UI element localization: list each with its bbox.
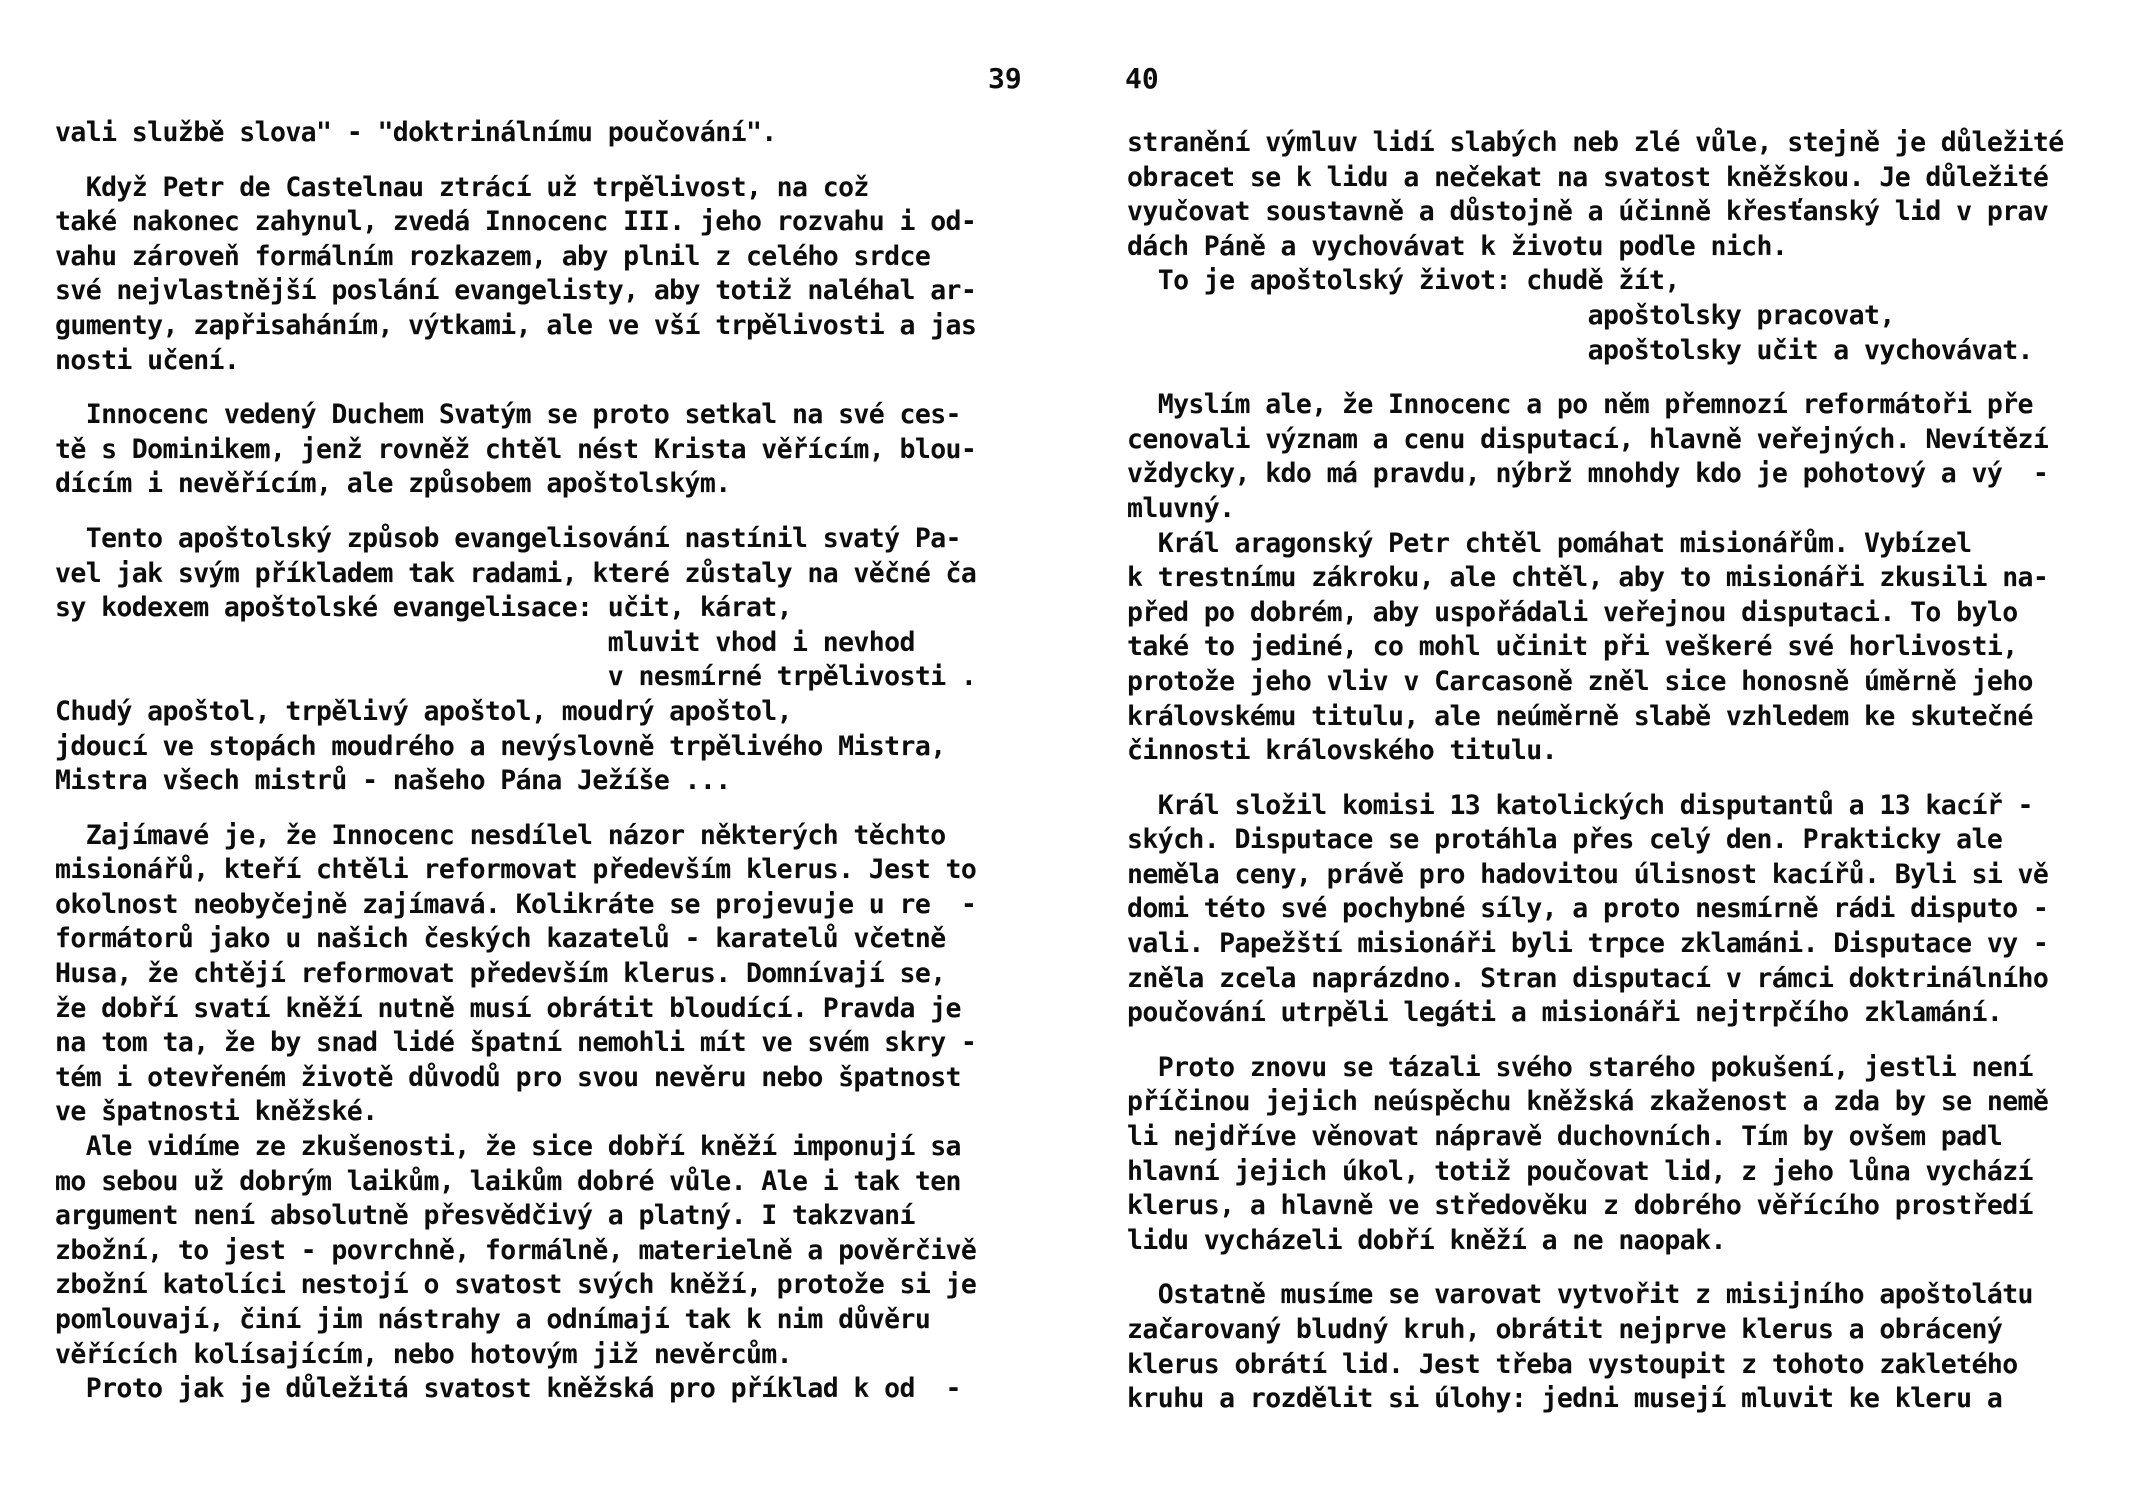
text-line: stranění výmluv lidí slabých neb zlé vůle, stejně je důležité	[1127, 127, 2064, 158]
text-column	[55, 116, 1025, 1407]
paragraph-gap	[1127, 1258, 2107, 1278]
text-line: hlavní jejich úkol, totiž poučovat lid, z jeho lůna vychází	[1127, 1155, 2033, 1187]
text-line: klerus obrátí lid. Jest třeba vystoupit z tohoto zakletého	[1127, 1348, 2018, 1380]
text-line: Zajímavé je, že Innocenc nesdílel názor některých těchto	[55, 819, 946, 851]
text-line: ských. Disputace se protáhla přes celý den. Prakticky ale	[1127, 824, 2003, 856]
text-line: k trestnímu zákroku, ale chtěl, aby to misionáři zkusili na-	[1127, 562, 2049, 594]
text-line: královskému titulu, ale neúměrně slabě vzhledem ke skutečné	[1127, 700, 2033, 732]
paragraph-gap	[55, 799, 1025, 819]
text-line: okolnost neobyčejně zajímavá. Kolikráte se projevuje u re -	[55, 888, 977, 920]
text-line: Myslím ale, že Innocenc a po něm přemnozí reformátoři pře	[1127, 389, 2033, 421]
text-line: příčinou jejich neúspěchu kněžská zkaženost a zda by se nemě	[1127, 1086, 2049, 1118]
text-line: klerus, a hlavně ve středověku z dobrého věřícího prostředí	[1127, 1190, 2033, 1222]
text-line: Když Petr de Castelnau ztrácí už trpělivost, na což	[55, 171, 869, 203]
text-line: li nejdříve věnovat nápravě duchovních. Tím by ovšem padl	[1127, 1121, 2003, 1153]
text-line: v nesmírné trpělivosti .	[55, 661, 977, 693]
text-line: dách Páně a vychovávat k životu podle nich.	[1127, 230, 1788, 262]
text-line: vždycky, kdo má pravdu, nýbrž mnohdy kdo je pohotový a vý -	[1127, 458, 2049, 490]
text-line: tém i otevřeném životě důvodů pro svou nevěru nebo špatnost	[55, 1061, 961, 1093]
text-line: pomlouvají, činí jim nástrahy a odnímají tak k nim důvěru	[55, 1304, 931, 1335]
text-line: Husa, že chtějí reformovat především klerus. Domnívají se,	[55, 958, 946, 990]
text-line: tě s Dominikem, jenž rovněž chtěl nést Krista věřícím, blou-	[55, 433, 977, 465]
text-line: vyučovat soustavně a důstojně a účinně křesťanský lid v prav	[1127, 196, 2049, 228]
text-line: vali. Papežští misionáři byli trpce zklamáni. Disputace vy -	[1127, 928, 2049, 960]
text-line: sy kodexem apoštolské evangelisace: učit, kárat,	[55, 592, 793, 624]
text-column	[1127, 126, 2107, 1417]
text-line: Král aragonský Petr chtěl pomáhat misionářům. Vybízel	[1127, 527, 1972, 559]
text-line: vahu zároveň formálním rozkazem, aby plnil z celého srdce	[55, 240, 931, 272]
paragraph	[55, 819, 1025, 1407]
text-line: jdoucí ve stopách moudrého a nevýslovně trpělivého Mistra,	[55, 730, 946, 762]
text-line: také nakonec zahynul, zvedá Innocenc III. jeho rozvahu i od-	[55, 206, 977, 238]
paragraph-gap	[55, 151, 1025, 171]
text-line: Ale vidíme ze zkušenosti, že sice dobří kněží imponují sa	[55, 1131, 961, 1163]
paragraph	[55, 522, 1025, 799]
text-line: formátorů jako u našich českých kazatelů - karatelů včetně	[55, 923, 946, 955]
text-line: protože jeho vliv v Carcasoně zněl sice honosně úměrně jeho	[1127, 665, 2033, 697]
text-line: věřících kolísajícím, nebo hotovým již nevěrcům.	[55, 1338, 793, 1370]
page-number: 40	[1125, 62, 1159, 95]
paragraph	[55, 116, 1025, 151]
text-line: zbožní, to jest - povrchně, formálně, materielně a pověrčivě	[55, 1234, 977, 1266]
text-line: před po dobrém, aby uspořádali veřejnou disputaci. To bylo	[1127, 596, 2018, 628]
text-line: činnosti královského titulu.	[1127, 735, 1557, 767]
text-line: své nejvlastnější poslání evangelisty, aby totiž naléhal ar-	[55, 275, 977, 307]
text-line: Ostatně musíme se varovat vytvořit z misijního apoštolátu	[1127, 1279, 2033, 1311]
text-line: mo sebou už dobrým laikům, laikům dobré vůle. Ale i tak ten	[55, 1165, 961, 1197]
text-line: na tom ta, že by snad lidé špatní nemohli mít ve svém skry -	[55, 1027, 977, 1059]
text-line: domi této své pochybné síly, a proto nesmírně rádi disputo -	[1127, 893, 2049, 925]
paragraph-gap	[1127, 368, 2107, 388]
text-line: misionářů, kteří chtěli reformovat především klerus. Jest to	[55, 854, 977, 886]
text-line: argument není absolutně přesvědčivý a platný. I takzvaní	[55, 1200, 915, 1232]
text-line: neměla ceny, právě pro hadovitou úlisnost kacířů. Byli si vě	[1127, 858, 2049, 890]
paragraph-gap	[1127, 769, 2107, 789]
text-line: cenovali význam a cenu disputací, hlavně veřejných. Nevítězí	[1127, 423, 2049, 455]
text-line: kruhu a rozdělit si úlohy: jedni musejí mluvit ke kleru a	[1127, 1383, 2003, 1415]
text-line: obracet se k lidu a nečekat na svatost kněžskou. Je důležité	[1127, 161, 2049, 193]
text-line: zněla zcela naprázdno. Stran disputací v rámci doktrinálního	[1127, 962, 2049, 994]
text-line: mluvit vhod i nevhod	[55, 626, 915, 658]
paragraph	[1127, 1278, 2107, 1416]
text-line: ve špatnosti kněžské.	[55, 1096, 378, 1128]
text-line: Král složil komisi 13 katolických disputantů a 13 kacíř -	[1127, 789, 2033, 821]
text-line: To je apoštolský život: chudě žít,	[1127, 265, 1680, 297]
text-line: apoštolsky pracovat,	[1127, 299, 1895, 331]
text-line: vali službě slova" - "doktrinálnímu poučování".	[55, 117, 777, 148]
text-line: také to jediné, co mohl učinit při veškeré své horlivosti,	[1127, 631, 2018, 663]
paragraph-gap	[1127, 1031, 2107, 1051]
text-line: dícím i nevěřícím, ale způsobem apoštolským.	[55, 468, 731, 500]
text-line: Chudý apoštol, trpělivý apoštol, moudrý apoštol,	[55, 695, 793, 727]
text-line: začarovaný bludný kruh, obrátit nejprve klerus a obrácený	[1127, 1314, 2003, 1345]
paragraph	[1127, 126, 2107, 368]
paragraph-gap	[55, 502, 1025, 522]
text-line: Proto jak je důležitá svatost kněžská pro příklad k od -	[55, 1373, 961, 1405]
paragraph	[1127, 1051, 2107, 1259]
paragraph	[1127, 789, 2107, 1031]
paragraph	[55, 398, 1025, 502]
text-line: zbožní katolíci nestojí o svatost svých kněží, protože si je	[55, 1269, 977, 1301]
text-line: gumenty, zapřisaháním, výtkami, ale ve vší trpělivosti a jas	[55, 309, 977, 341]
text-line: Proto znovu se tázali svého starého pokušení, jestli není	[1127, 1051, 2033, 1083]
text-line: mluvný.	[1127, 492, 1235, 524]
text-line: lidu vycházeli dobří kněží a ne naopak.	[1127, 1224, 1726, 1256]
text-line: nosti učení.	[55, 344, 240, 376]
text-line: že dobří svatí kněží nutně musí obrátit bloudící. Pravda je	[55, 992, 961, 1024]
text-line: vel jak svým příkladem tak radami, které zůstaly na věčné ča	[55, 557, 977, 589]
text-line: apoštolsky učit a vychovávat.	[1127, 334, 2033, 366]
paragraph	[1127, 388, 2107, 769]
text-line: Mistra všech mistrů - našeho Pána Ježíše ...	[55, 765, 731, 797]
text-line: poučování utrpěli legáti a misionáři nejtrpčího zklamání.	[1127, 997, 2003, 1029]
right-page	[1065, 0, 2130, 1500]
paragraph	[55, 171, 1025, 379]
paragraph-gap	[55, 378, 1025, 398]
page-number: 39	[988, 62, 1022, 95]
text-line: Innocenc vedený Duchem Svatým se proto setkal na své ces-	[55, 399, 961, 431]
text-line: Tento apoštolský způsob evangelisování nastínil svatý Pa-	[55, 522, 961, 554]
